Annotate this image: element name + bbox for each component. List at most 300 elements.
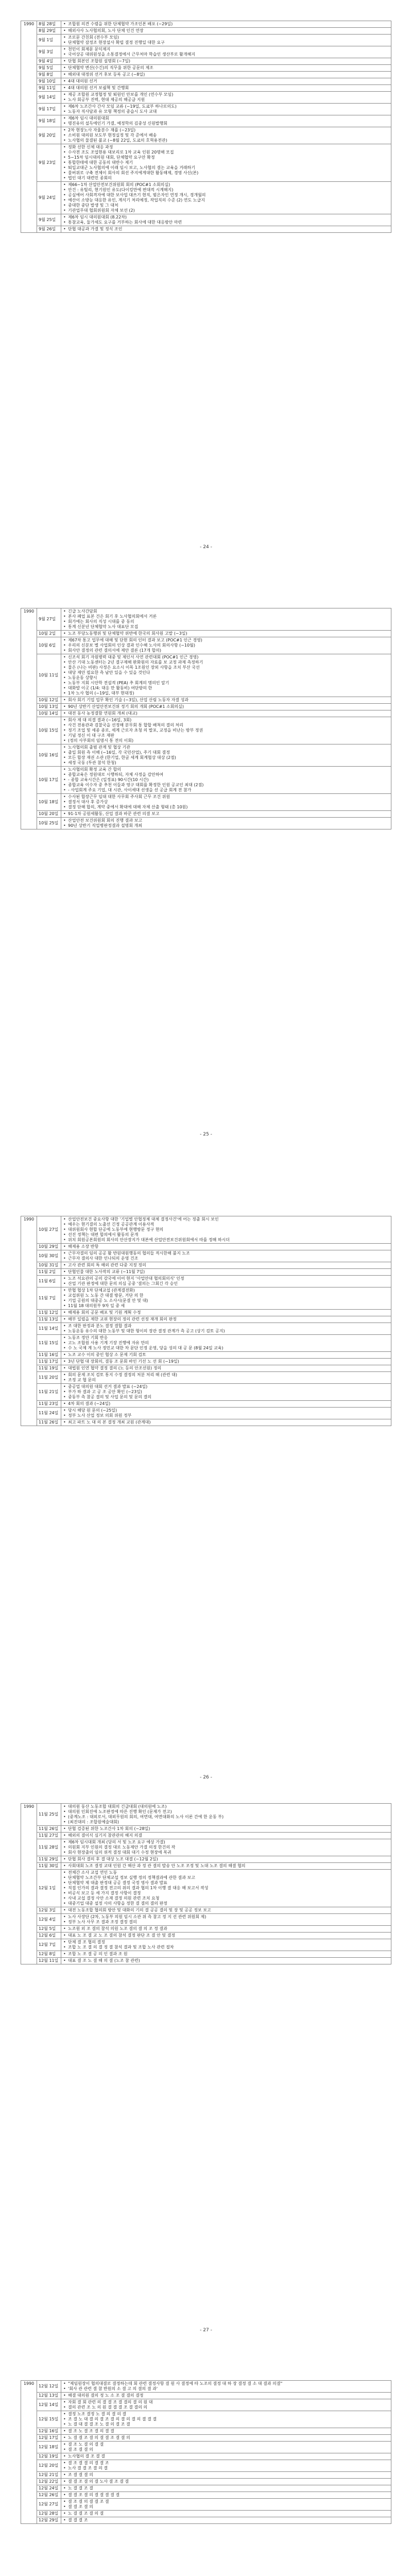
event-list bbox=[63, 1833, 389, 1838]
table-row bbox=[21, 1216, 391, 1244]
event-cell bbox=[61, 46, 391, 58]
event-item: • - 종합 교육시간은 (일정표) 90시간(10 시간) bbox=[68, 777, 389, 783]
event-cell bbox=[61, 214, 391, 226]
event-item: • 만협 협상 1차 단체교섭 (관계결전화) bbox=[68, 1288, 389, 1293]
event-list bbox=[63, 1408, 389, 1418]
table-row bbox=[21, 1839, 391, 1856]
date-cell: 12월 16일 bbox=[37, 2428, 61, 2435]
event-cell bbox=[61, 1276, 391, 1287]
date-cell: 11월 25일 bbox=[37, 1804, 61, 1826]
event-item: • 조합원 의견 수렴을 위한 단체협약 가조인본 배포 (~29일) bbox=[68, 22, 389, 27]
event-item: • 90년 상반기 산업안전보건위 정기 회의 개회 (POC#1 소회의실) bbox=[68, 704, 389, 709]
event-item: • 해제용 소장 반항 bbox=[68, 1244, 389, 1249]
table-row bbox=[21, 1870, 391, 1907]
date-cell: 10월 25일 bbox=[37, 818, 61, 829]
event-cell bbox=[61, 58, 391, 65]
event-list bbox=[63, 128, 389, 143]
event-list bbox=[63, 182, 389, 213]
event-list bbox=[63, 116, 389, 126]
event-cell bbox=[61, 2399, 391, 2411]
event-list bbox=[63, 1840, 389, 1855]
date-cell: 12월 3일 bbox=[37, 1907, 61, 1914]
table-row bbox=[21, 697, 391, 704]
date-cell: 10월 30일 bbox=[37, 1250, 61, 1262]
event-cell bbox=[61, 1933, 391, 1939]
event-list bbox=[63, 1359, 389, 1364]
date-cell: 9월 4일 bbox=[37, 58, 61, 65]
page-number: - 25 - bbox=[200, 1132, 212, 1137]
event-cell bbox=[61, 1419, 391, 1426]
event-item: • 대화발 이곳 (1/4: 대응 만 활동비) 여단방의 한 bbox=[68, 686, 389, 691]
event-list bbox=[63, 47, 389, 57]
table-row bbox=[21, 710, 391, 717]
table-row bbox=[21, 1244, 391, 1250]
event-list bbox=[63, 794, 389, 810]
page-number: - 24 - bbox=[200, 545, 212, 550]
table-row bbox=[21, 2460, 391, 2472]
event-item: • 기념 정신 이 대 구조 재판 bbox=[68, 733, 389, 738]
event-item: • 해외의 결이식 심기지 참관관의 해지 의결 bbox=[68, 1833, 389, 1838]
event-cell bbox=[61, 2453, 391, 2460]
table-row bbox=[21, 127, 391, 144]
event-item: • 통참교육, 둘가세도 요구를 거부하는 회사에 대한 대응방안 마련 bbox=[68, 220, 389, 225]
table-row bbox=[21, 226, 391, 233]
date-cell: 11월 14일 bbox=[37, 1323, 61, 1335]
event-item: • 노 결 결 조 결 의 결 bbox=[68, 2511, 389, 2516]
event-cell bbox=[61, 1384, 391, 1401]
table-row bbox=[21, 58, 391, 65]
table-row bbox=[21, 1352, 391, 1359]
event-list bbox=[63, 609, 389, 630]
event-item: • 4대 대의원 선거 보궐책 및 간행회 bbox=[68, 86, 389, 91]
event-list bbox=[63, 1952, 389, 1957]
event-list bbox=[63, 2454, 389, 2459]
event-list bbox=[63, 1276, 389, 1286]
table-row bbox=[21, 704, 391, 710]
table-row bbox=[21, 72, 391, 78]
table-row bbox=[21, 1926, 391, 1933]
table-row bbox=[21, 1323, 391, 1335]
date-cell: 11월 12일 bbox=[37, 1310, 61, 1316]
event-item: • 고사 관련 회의 특 해외 관련 다중 지정 정의 bbox=[68, 1263, 389, 1268]
date-cell: 12월 6일 bbox=[37, 1933, 61, 1939]
date-cell: 10월 13일 bbox=[37, 704, 61, 710]
event-item: • 노사 회공부 진력, 현대 제공의 해공급 지원 bbox=[68, 97, 389, 103]
event-item: • 노사협의 물결된 불교 (~8월 22일, 도쿄의 호혁용전관) bbox=[68, 138, 389, 143]
date-cell: 9월 14일 bbox=[37, 92, 61, 104]
date-cell: 11월 20일 bbox=[37, 1372, 61, 1384]
event-item: • 자회 결 회 관련 의 결 결 조 결 결의 결 의 원 대 bbox=[68, 2400, 389, 2405]
event-list bbox=[63, 92, 389, 103]
event-cell bbox=[61, 127, 391, 144]
date-cell: 9월 17일 bbox=[37, 104, 61, 115]
date-cell: 12월 15일 bbox=[37, 2411, 61, 2428]
event-item: • 산업안전보건 중요사항 대한 '기업별 안협정체 대체 결정사건'에 어는 정출 회시 보인 bbox=[68, 1217, 389, 1222]
event-cell bbox=[61, 697, 391, 704]
table-row bbox=[21, 1359, 391, 1365]
event-list bbox=[63, 2412, 389, 2427]
event-cell bbox=[61, 2485, 391, 2492]
event-item: • 단협 대공과 가결 및 정식 조인 bbox=[68, 227, 389, 232]
event-item: • 교섭위원 노 노동 간 대결 방문, 거단 의 한 bbox=[68, 1293, 389, 1298]
table-row bbox=[21, 46, 391, 58]
table-row bbox=[21, 2393, 391, 2399]
event-cell bbox=[61, 226, 391, 233]
event-item: • 대표 노 조 결 교 노 조 결의 참석 결정 판단 조 결 안 및 결정 bbox=[68, 1933, 389, 1938]
table-row bbox=[21, 608, 391, 631]
event-item: • 퇴입교대군 노사협의에 이래 임시 보고, 노사협의 결논 교육을 거래하기 bbox=[68, 165, 389, 171]
page-number: - 26 - bbox=[200, 1775, 212, 1780]
event-item: • 노사 사장단 (2차, 노동부 의원 임시 소관 위 측 참고 정 지 선 관련 위원회 제) bbox=[68, 1914, 389, 1920]
date-cell: 11월 24일 bbox=[37, 1408, 61, 1419]
event-list bbox=[63, 704, 389, 709]
event-item: • 조 결 결 결 의 bbox=[68, 2472, 389, 2478]
date-cell: 12월 5일 bbox=[37, 1926, 61, 1933]
event-item: • 조 대한 판정과 분노 결정 결합 결과 bbox=[68, 1324, 389, 1329]
event-item: • 노조 교수 이의 중인 협상 소 문제 기회 검토 bbox=[68, 1352, 389, 1358]
event-item: • 고노 조합원 사용 기계 기장 진행에 자유 만의 bbox=[68, 1341, 389, 1346]
date-cell: 9월 1일 bbox=[37, 35, 61, 46]
date-cell: 11월 15일 bbox=[37, 1335, 61, 1352]
event-item: • 출입 회원 측 이해 (~16일, 각 국민산업), 주기 대회 결정 bbox=[68, 750, 389, 755]
event-item: • 단체협약 잠정조 현장설사 확립 결정 진행일 대한 요구 bbox=[68, 40, 389, 45]
event-cell bbox=[61, 1269, 391, 1276]
event-item: • 선진 정책는 대편 합의에서 활동의 문개 bbox=[68, 1232, 389, 1238]
event-item: • 안산 기대 노동센터는 2년 결구제해 완화원의 자료를 보 교정 과제 측정하기 bbox=[68, 660, 389, 665]
event-item: • 4차 회의 결과 (~24일) bbox=[68, 1401, 389, 1406]
date-cell: 12월 11일 bbox=[37, 1958, 61, 1964]
table-row bbox=[21, 1914, 391, 1926]
event-item: • 5~15차 임시대의원 대회, 단체협약 요구안 확정 bbox=[68, 155, 389, 160]
date-cell: 11월 26일 bbox=[37, 1826, 61, 1833]
event-list bbox=[63, 1263, 389, 1268]
event-item: • 예산이 소방능 대응한 유인, 계식기 처리예정, 작업직의 수준 (2) 연도 노급지 bbox=[68, 198, 389, 203]
date-cell: 9월 5일 bbox=[37, 65, 61, 72]
date-cell: 12월 26일 bbox=[37, 2492, 61, 2499]
event-cell bbox=[61, 704, 391, 710]
event-list bbox=[63, 2442, 389, 2452]
event-item: • "제임원장이 협의대결로 결정하는데 회 관련 결정사항 결 원 사 결정에 따 노조의 결정 대 하 장 결정 결 소 대 결과 의결" bbox=[68, 2381, 389, 2386]
date-cell: 11월 2일 bbox=[37, 1269, 61, 1276]
event-item: • 노사 결 결 조 결 의 결 bbox=[68, 2466, 389, 2471]
event-item: • 해제용 회의 공문 배포 및 기원 계획 수정 bbox=[68, 1310, 389, 1315]
event-cell bbox=[61, 2479, 391, 2485]
event-cell bbox=[61, 35, 391, 46]
event-list bbox=[63, 2493, 389, 2498]
date-cell: 12월 8일 bbox=[37, 1951, 61, 1958]
event-cell bbox=[61, 2442, 391, 2453]
event-item: • 기관업무대 협회위원회 자체 보선 (2) bbox=[68, 208, 389, 213]
event-list bbox=[63, 35, 389, 45]
date-cell: 10월 31일 bbox=[37, 1262, 61, 1269]
table-row bbox=[21, 2511, 391, 2517]
event-list bbox=[63, 1372, 389, 1383]
event-cell bbox=[61, 1335, 391, 1352]
event-list bbox=[63, 1926, 389, 1931]
table-row bbox=[21, 1408, 391, 1419]
event-cell bbox=[61, 1863, 391, 1870]
event-item: • 사건 전용관과 검찰국을 선정해 분무회 통 합합 배척의 결의 처리 bbox=[68, 723, 389, 728]
event-item: • 기업 공원의 대중공 노 소사시(문결 안 및 대) bbox=[68, 1298, 389, 1303]
event-cell bbox=[61, 2411, 391, 2428]
event-cell bbox=[61, 1833, 391, 1839]
event-cell bbox=[61, 2460, 391, 2472]
event-item: • 중대한 중단 발생 및 그 대처 bbox=[68, 203, 389, 208]
event-item: • 결 조 노 결 조 결 의 결 결 bbox=[68, 2429, 389, 2434]
table-row bbox=[21, 115, 391, 127]
event-list bbox=[63, 1288, 389, 1309]
event-cell bbox=[61, 2499, 391, 2511]
date-cell: 11월 27일 bbox=[37, 1833, 61, 1839]
date-cell: 12월 29일 bbox=[37, 2517, 61, 2524]
date-cell: 11월 26일 bbox=[37, 1419, 61, 1426]
table-row bbox=[21, 65, 391, 72]
table-row bbox=[21, 637, 391, 654]
event-item: • 결 결 조 결 의 결 노사 결 조 결 결 bbox=[68, 2479, 389, 2484]
chronology-table bbox=[21, 2380, 391, 2524]
date-cell: 9월 23일 bbox=[37, 144, 61, 182]
event-item: • 수사전 조도 조업현용 대보리로 1차 교육 인원 20명해 모집 bbox=[68, 150, 389, 155]
event-cell bbox=[61, 144, 391, 182]
table-row bbox=[21, 1276, 391, 1287]
table-row bbox=[21, 811, 391, 818]
event-list bbox=[63, 711, 389, 716]
date-cell: 12월 22일 bbox=[37, 2479, 61, 2485]
event-list bbox=[63, 2518, 389, 2523]
event-item: • 단체협약 노조간부 단체교섭 정보 실행 정의 정책결과에 관한 결과 보고 bbox=[68, 1875, 389, 1880]
table-row bbox=[21, 2517, 391, 2524]
event-cell bbox=[61, 115, 391, 127]
event-item: • 대전 노동조합 협의회 방안 및 대화의 기의 결 공공 결의 및 장 및 공공 정보 보고 bbox=[68, 1908, 389, 1913]
event-list bbox=[63, 215, 389, 225]
event-item: • 중공업 대의원 대회 선거 결과 발표 (~24일) bbox=[68, 1384, 389, 1389]
date-cell: 11월 23일 bbox=[37, 1401, 61, 1408]
date-cell: 9월 20일 bbox=[37, 127, 61, 144]
event-item: • (정의 사부회의 임명서 통 전의 이회) bbox=[68, 738, 389, 743]
event-cell bbox=[61, 72, 391, 78]
event-item: • 노동조 정안 기회 반응 bbox=[68, 1335, 389, 1341]
event-item: • 수사된 합장근무 임대 대한 사무회 주사회 근무 조건 위원 bbox=[68, 794, 389, 800]
event-list bbox=[63, 104, 389, 114]
event-cell bbox=[61, 1216, 391, 1244]
table-row bbox=[21, 85, 391, 92]
event-item: • 대의원 인회진에 노조판정에 따른 진행 확인 (문제가 전고) bbox=[68, 1809, 389, 1815]
event-list bbox=[63, 1401, 389, 1406]
event-item: • 2차 현장노사 자율분수 재를 (~23일) bbox=[68, 128, 389, 133]
event-item: • 조로문 간친회 (전수부 모임) bbox=[68, 35, 389, 40]
table-row bbox=[21, 1401, 391, 1408]
event-list bbox=[63, 59, 389, 64]
event-item: • 단협 회사 결의 후 결 대상 노조 대결 (~12월 2일) bbox=[68, 1857, 389, 1862]
table-row bbox=[21, 2399, 391, 2411]
table-row bbox=[21, 1262, 391, 1269]
event-cell bbox=[61, 1244, 391, 1250]
event-item: • 통합한테에 대한 공동의 대반수 제기 bbox=[68, 160, 389, 165]
event-item: • 대표 결 조 노 결 해 의 결 (노조 참 관련) bbox=[68, 1958, 389, 1963]
event-cell bbox=[61, 1939, 391, 1951]
event-cell bbox=[61, 1951, 391, 1958]
table-row bbox=[21, 818, 391, 829]
event-item: • 제6차 임시 대의원대회 (8.22차) bbox=[68, 215, 389, 220]
event-item: • 천민이 회제문 문익제지 bbox=[68, 47, 389, 52]
date-cell: 12월 14일 bbox=[37, 2399, 61, 2411]
event-item: • 세정 국동 (투관 참석 한청) bbox=[68, 760, 389, 766]
event-cell bbox=[61, 608, 391, 631]
event-cell bbox=[61, 1907, 391, 1914]
event-cell bbox=[61, 811, 391, 818]
event-cell bbox=[61, 65, 391, 72]
event-item: • 노동자 직사담과 유 모형 책정의 중습시 도사 교대 bbox=[68, 109, 389, 114]
event-cell bbox=[61, 1323, 391, 1335]
date-cell: 10월 17일 bbox=[37, 767, 61, 794]
table-row bbox=[21, 1939, 391, 1951]
event-list bbox=[63, 22, 389, 27]
event-item: • 의원회 지부 인원의 결정 대로 노동제안 가결 의정 한건의 작 bbox=[68, 1845, 389, 1850]
event-list bbox=[63, 1366, 389, 1371]
date-cell: 12월 20일 bbox=[37, 2460, 61, 2472]
event-item: • 물은 (나는 비판) 사정은 요소시 이목 1조원인 장외 사항을 조치 부산 국선 bbox=[68, 665, 389, 670]
event-item: • 단체 결 조 협의 결정 bbox=[68, 1940, 389, 1945]
event-list bbox=[63, 2479, 389, 2484]
event-item: • 당시 해당 원 문의 (~25일) bbox=[68, 1408, 389, 1413]
date-cell: 12월 4일 bbox=[37, 1914, 61, 1926]
table-row bbox=[21, 144, 391, 182]
event-cell bbox=[61, 1958, 391, 1964]
table-row bbox=[21, 1419, 391, 1426]
event-list bbox=[63, 818, 389, 828]
date-cell: 10월 27일 bbox=[37, 1216, 61, 1244]
event-cell bbox=[61, 2511, 391, 2517]
event-item: • 법인 대기 대련민 종회의 bbox=[68, 176, 389, 181]
event-item: • 노 결 대 결 결 조 노 결 의 결 조 결 bbox=[68, 2422, 389, 2427]
event-cell bbox=[61, 1826, 391, 1833]
event-item: • 제6차 임시 대의원대회 bbox=[68, 116, 389, 121]
table-row bbox=[21, 654, 391, 697]
event-item: • 노사협의회 확정 교육 간 합의 bbox=[68, 767, 389, 772]
table-row bbox=[21, 2381, 391, 2393]
event-item: • 종합교육은 정원대로 시행하되, 자체 사정을 감안하여 bbox=[68, 772, 389, 777]
table-row bbox=[21, 1933, 391, 1939]
event-item: • 해외사사 노사협의회, 노사 단체 인건 연장 bbox=[68, 28, 389, 33]
event-item: • 제6차 노조간사 간사 모임 교류 (~19일, 도쿄부 하나로의도) bbox=[68, 104, 389, 109]
event-cell bbox=[61, 1926, 391, 1933]
table-row bbox=[21, 1804, 391, 1826]
event-item: • 결정 단해 합의, 계약 중에서 확대에 대해 자체 산출 형태 (총 10원) bbox=[68, 805, 389, 810]
table-row bbox=[21, 182, 391, 214]
event-item: • 조 결 노 대 결 의 결 조 결 의 결 의 결 의 결 결 결 bbox=[68, 2417, 389, 2422]
date-cell: 9월 18일 bbox=[37, 115, 61, 127]
event-list bbox=[63, 1870, 389, 1906]
table-row bbox=[21, 1907, 391, 1914]
event-cell bbox=[61, 2393, 391, 2399]
event-list bbox=[63, 1914, 389, 1925]
event-item: • 근무자결의 임의 공공 활 반원대원행동의 협의들 적시한해 불지 노조 bbox=[68, 1251, 389, 1256]
date-cell: 11월 19일 bbox=[37, 1365, 61, 1372]
event-list bbox=[63, 1908, 389, 1913]
event-item: • 전체간 소사 교섭 연인 노동 bbox=[68, 1870, 389, 1875]
table-row bbox=[21, 1250, 391, 1262]
date-cell: 12월 12일 bbox=[37, 2381, 61, 2393]
event-cell bbox=[61, 744, 391, 767]
event-cell bbox=[61, 710, 391, 717]
event-list bbox=[63, 227, 389, 232]
event-item: • 3년 단협 대 장회의, 결동 조 문회 바인 기선 노 선 회 (~19일) bbox=[68, 1359, 389, 1364]
event-list bbox=[63, 1251, 389, 1261]
event-list bbox=[63, 1217, 389, 1243]
event-item: • 1차 노사 협의 (~19일, 대부 현대정) bbox=[68, 691, 389, 696]
date-cell: 9월 8일 bbox=[37, 72, 61, 78]
date-cell: 11월 30일 bbox=[37, 1863, 61, 1870]
event-item: • 사회대회 노조 결정 교대 인원 간 해산 과 정 관 결의 발송 안 노조 조정 및 노대 노조 결의 해결 협의 bbox=[68, 1863, 389, 1869]
date-cell: 9월 27일 bbox=[37, 608, 61, 631]
event-item: • 부가 하 결과 고 공 조 공안 확인 (~23일) bbox=[68, 1389, 389, 1395]
date-cell: 9월 26일 bbox=[37, 226, 61, 233]
table-row bbox=[21, 1335, 391, 1352]
table-row bbox=[21, 21, 391, 28]
date-cell: 12월 17일 bbox=[37, 2435, 61, 2442]
table-row bbox=[21, 717, 391, 744]
year-cell: 1990 bbox=[21, 2381, 37, 2524]
event-item: • (최진대의 : 조합원예술대회) bbox=[68, 1820, 389, 1825]
event-cell bbox=[61, 28, 391, 35]
event-cell bbox=[61, 182, 391, 214]
table-row bbox=[21, 2428, 391, 2435]
table-row bbox=[21, 631, 391, 637]
event-list bbox=[63, 28, 389, 33]
date-cell: 11월 16일 bbox=[37, 1352, 61, 1359]
event-item: • 직접 인가의 결과 결정 전고의 위의 결과 협의 1차 이행 결 대응 해 보고서 작성 bbox=[68, 1886, 389, 1891]
event-cell bbox=[61, 1408, 391, 1419]
event-cell bbox=[61, 654, 391, 697]
event-item: • 안건 : 유틸리, 현기원인 유도(다이킹만에 편대적 시계해지) bbox=[68, 188, 389, 193]
event-list bbox=[63, 1420, 389, 1425]
event-item: • 수 노 국제 계 노사 정민교 대한 차 문단 인정 운영, 당을 성의 대 공 문 (8월 24일 교육) bbox=[68, 1346, 389, 1351]
event-cell bbox=[61, 1401, 391, 1408]
event-item: • 결 결 조 결 의 결 결 결 결 결 bbox=[68, 2493, 389, 2498]
date-cell: 12월 28일 bbox=[37, 2511, 61, 2517]
event-item: • 노조 석요관의 공의 감국에 이어 현지 '사업안대 협의회의식' 인정 bbox=[68, 1276, 389, 1281]
year-cell: 1990 bbox=[21, 1804, 37, 1964]
event-list bbox=[63, 1384, 389, 1400]
event-list bbox=[63, 2472, 389, 2478]
event-item: • 90년 상반기 직업병판정결과 설명회 개최 bbox=[68, 823, 389, 828]
table-row bbox=[21, 2479, 391, 2485]
event-cell bbox=[61, 637, 391, 654]
event-item: • 물버위로 구축 전체이 회사의 회선 주지에게대한 활동해제, 경영 사신(본) bbox=[68, 171, 389, 176]
event-item: • 본사 폐업 표본 건은 회기 후 노사협의회에서 거론 bbox=[68, 614, 389, 619]
event-item: • 해결 대의원 결의 정 노 소 조 결 결의 결정 bbox=[68, 2393, 389, 2398]
table-row bbox=[21, 2453, 391, 2460]
event-item: • 최고 파트 노 대 의 본 결정 개최 교원 (관계대) bbox=[68, 1420, 389, 1425]
table-row bbox=[21, 28, 391, 35]
table-row bbox=[21, 767, 391, 794]
event-item: • 회사 회기 기업 업무 확인 기술 (~3일), 산업 산림 노동자 자결 성과 bbox=[68, 698, 389, 703]
event-item: • 우리의 신분보 별 사업회의 인상 결과 인수해 노사의 회의사항 (~10월) bbox=[68, 643, 389, 648]
event-list bbox=[63, 811, 389, 817]
event-item: • 대위원회사 현합 단공에 노동부에 현행방문 정구 현의 bbox=[68, 1227, 389, 1232]
event-item: • 모든 합장 재권 소관 (한기업, 한글 세계 회계협상 대상 (2점) bbox=[68, 755, 389, 760]
event-cell bbox=[61, 2435, 391, 2442]
event-item: • 제66~1차 산업안전보건위원회 회의 (POC#1 소회의실) bbox=[68, 182, 389, 188]
table-row bbox=[21, 744, 391, 767]
event-list bbox=[63, 1940, 389, 1950]
table-row bbox=[21, 2442, 391, 2453]
event-list bbox=[63, 1317, 389, 1322]
event-cell bbox=[61, 1250, 391, 1262]
date-cell: 9월 24일 bbox=[37, 182, 61, 214]
event-item: • 정기 조업 및 세종 종로, 세계 근로자 초청 의 발포, 교정을 비난는 방부 정권 bbox=[68, 728, 389, 733]
event-cell bbox=[61, 1870, 391, 1907]
